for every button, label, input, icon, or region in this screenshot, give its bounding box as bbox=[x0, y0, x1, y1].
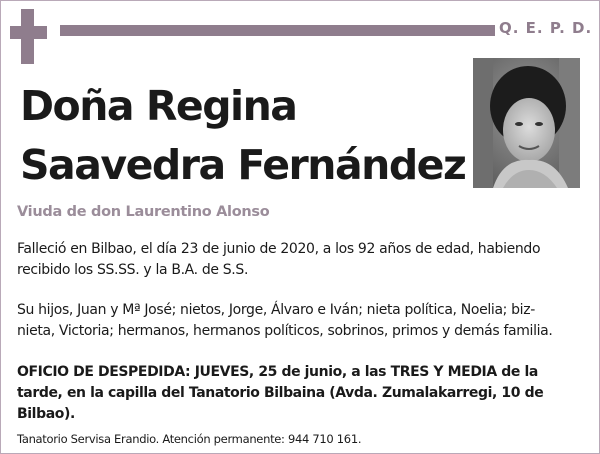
qepd-label: Q. E. P. D. bbox=[499, 19, 593, 37]
paragraph-line: tarde, en la capilla del Tanatorio Bilbaina (Avda. Zumalakarregi, 10 de bbox=[17, 385, 544, 401]
widow-subtitle: Viuda de don Laurentino Alonso bbox=[17, 204, 270, 220]
paragraph-line: Falleció en Bilbao, el día 23 de junio de 2020, a los 92 años de edad, habiendo bbox=[17, 241, 541, 257]
deceased-photo bbox=[473, 58, 580, 188]
paragraph-line: nieta, Victoria; hermanos, hermanos políticos, sobrinos, primos y demás familia. bbox=[17, 323, 553, 339]
deceased-name-line-2: Saavedra Fernández bbox=[20, 141, 466, 189]
paragraph-line: Bilbao). bbox=[17, 406, 75, 422]
service-paragraph bbox=[17, 362, 583, 425]
header-divider bbox=[60, 25, 495, 36]
funeral-home-footer: Tanatorio Servisa Erandio. Atención permanente: 944 710 161. bbox=[17, 432, 362, 446]
cross-icon-bar bbox=[10, 26, 47, 39]
deceased-name-line-1: Doña Regina bbox=[20, 82, 297, 130]
family-paragraph bbox=[17, 300, 583, 342]
paragraph-line: OFICIO DE DESPEDIDA: JUEVES, 25 de junio, a las TRES Y MEDIA de la bbox=[17, 364, 538, 380]
death-notice-paragraph bbox=[17, 239, 583, 281]
paragraph-line: Su hijos, Juan y Mª José; nietos, Jorge, Álvaro e Iván; nieta política, Noelia; biz- bbox=[17, 302, 535, 318]
paragraph-line: recibido los SS.SS. y la B.A. de S.S. bbox=[17, 262, 249, 278]
